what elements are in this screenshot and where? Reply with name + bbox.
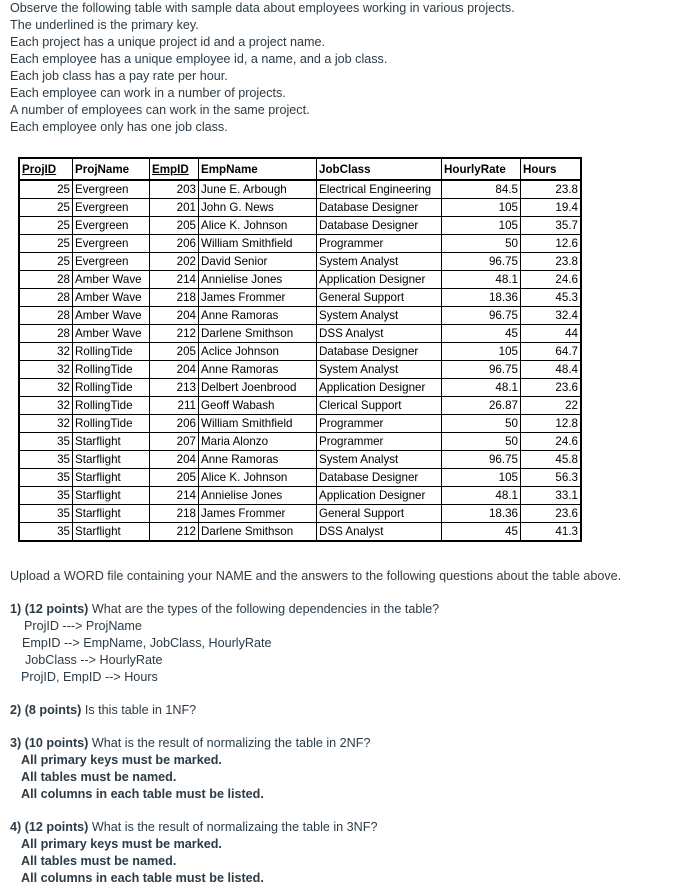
cell-hourlyrate: 105 [442, 343, 521, 361]
cell-jobclass: System Analyst [317, 361, 442, 379]
cell-jobclass: Database Designer [317, 199, 442, 217]
cell-empid: 213 [150, 379, 199, 397]
table-row [19, 217, 581, 235]
cell-hourlyrate: 48.1 [442, 379, 521, 397]
cell-empname: Aclice Johnson [199, 343, 317, 361]
table-row [19, 180, 581, 199]
cell-hours: 56.3 [521, 469, 582, 487]
cell-projid: 32 [19, 415, 73, 433]
cell-projname: RollingTide [73, 397, 150, 415]
cell-hourlyrate: 96.75 [442, 361, 521, 379]
cell-empname: Alice K. Johnson [199, 217, 317, 235]
cell-projid: 35 [19, 505, 73, 523]
cell-jobclass: Programmer [317, 235, 442, 253]
header-projname: ProjName [73, 158, 150, 180]
cell-hours: 23.8 [521, 253, 582, 271]
table-row [19, 361, 581, 379]
cell-hourlyrate: 48.1 [442, 271, 521, 289]
cell-jobclass: Database Designer [317, 217, 442, 235]
cell-hours: 12.6 [521, 235, 582, 253]
cell-jobclass: System Analyst [317, 253, 442, 271]
cell-projid: 25 [19, 199, 73, 217]
cell-projid: 32 [19, 343, 73, 361]
table-row [19, 325, 581, 343]
cell-empid: 214 [150, 271, 199, 289]
table-row [19, 451, 581, 469]
cell-empname: Annielise Jones [199, 487, 317, 505]
cell-empname: Alice K. Johnson [199, 469, 317, 487]
cell-hourlyrate: 105 [442, 199, 521, 217]
cell-empid: 203 [150, 180, 199, 199]
cell-projname: Evergreen [73, 235, 150, 253]
table-row [19, 469, 581, 487]
intro-line: Each project has a unique project id and a project name. [10, 35, 326, 49]
intro-text [10, 0, 515, 136]
cell-projid: 28 [19, 289, 73, 307]
cell-empid: 218 [150, 289, 199, 307]
table-row [19, 289, 581, 307]
cell-empname: Darlene Smithson [199, 325, 317, 343]
cell-hours: 22 [521, 397, 582, 415]
cell-hours: 23.8 [521, 180, 582, 199]
cell-hours: 19.4 [521, 199, 582, 217]
cell-projname: Starflight [73, 487, 150, 505]
cell-projname: Amber Wave [73, 325, 150, 343]
table-row [19, 487, 581, 505]
cell-empname: June E. Arbough [199, 180, 317, 199]
cell-projid: 25 [19, 235, 73, 253]
cell-hours: 32.4 [521, 307, 582, 325]
q4-text: What is the result of normalizaing the table in 3NF? [88, 820, 378, 834]
cell-projname: Evergreen [73, 217, 150, 235]
cell-hours: 64.7 [521, 343, 582, 361]
intro-line: Each employee only has one job class. [10, 120, 228, 134]
cell-jobclass: Database Designer [317, 343, 442, 361]
table-row [19, 433, 581, 451]
cell-projname: Starflight [73, 523, 150, 542]
cell-hours: 44 [521, 325, 582, 343]
table-row [19, 271, 581, 289]
cell-empname: Annielise Jones [199, 271, 317, 289]
q1-text: What are the types of the following dependencies in the table? [88, 602, 440, 616]
cell-hours: 45.3 [521, 289, 582, 307]
cell-hours: 24.6 [521, 433, 582, 451]
cell-projname: RollingTide [73, 361, 150, 379]
upload-instruction: Upload a WORD file containing your NAME and the answers to the following questions about the table above. [10, 569, 622, 583]
cell-projname: Amber Wave [73, 307, 150, 325]
cell-empname: Darlene Smithson [199, 523, 317, 542]
cell-empid: 201 [150, 199, 199, 217]
requirement-item: All primary keys must be marked. [21, 753, 222, 767]
cell-projname: RollingTide [73, 343, 150, 361]
cell-hourlyrate: 45 [442, 523, 521, 542]
cell-jobclass: Application Designer [317, 487, 442, 505]
header-hourlyrate: HourlyRate [442, 158, 521, 180]
cell-projname: Starflight [73, 451, 150, 469]
cell-empid: 205 [150, 469, 199, 487]
question-3 [10, 735, 621, 803]
intro-line: Observe the following table with sample data about employees working in various projects. [10, 1, 515, 15]
cell-hours: 41.3 [521, 523, 582, 542]
cell-projid: 35 [19, 451, 73, 469]
question-1 [10, 601, 621, 686]
cell-empname: James Frommer [199, 505, 317, 523]
cell-empname: James Frommer [199, 289, 317, 307]
cell-jobclass: Programmer [317, 433, 442, 451]
cell-hourlyrate: 96.75 [442, 451, 521, 469]
cell-projid: 28 [19, 271, 73, 289]
cell-projid: 25 [19, 253, 73, 271]
cell-hourlyrate: 84.5 [442, 180, 521, 199]
intro-line: The underlined is the primary key. [10, 18, 199, 32]
cell-empid: 202 [150, 253, 199, 271]
cell-hourlyrate: 18.36 [442, 289, 521, 307]
cell-empname: John G. News [199, 199, 317, 217]
cell-hours: 12.8 [521, 415, 582, 433]
cell-jobclass: DSS Analyst [317, 523, 442, 542]
cell-hourlyrate: 18.36 [442, 505, 521, 523]
cell-projname: RollingTide [73, 379, 150, 397]
cell-projname: Amber Wave [73, 271, 150, 289]
cell-jobclass: System Analyst [317, 451, 442, 469]
cell-jobclass: Electrical Engineering [317, 180, 442, 199]
dependency-item: JobClass --> HourlyRate [25, 653, 163, 667]
cell-projid: 35 [19, 523, 73, 542]
question-2 [10, 702, 621, 719]
requirement-item: All tables must be named. [21, 854, 177, 868]
cell-empid: 204 [150, 307, 199, 325]
cell-hourlyrate: 48.1 [442, 487, 521, 505]
q2-label: 2) (8 points) [10, 703, 82, 717]
table-row [19, 523, 581, 542]
cell-empname: Anne Ramoras [199, 451, 317, 469]
table-row [19, 235, 581, 253]
cell-empid: 207 [150, 433, 199, 451]
cell-hourlyrate: 50 [442, 415, 521, 433]
intro-line: Each job class has a pay rate per hour. [10, 69, 228, 83]
q3-label: 3) (10 points) [10, 736, 89, 750]
header-empname: EmpName [199, 158, 317, 180]
cell-projname: RollingTide [73, 415, 150, 433]
header-projid: ProjID [19, 158, 73, 180]
cell-jobclass: DSS Analyst [317, 325, 442, 343]
cell-empid: 204 [150, 451, 199, 469]
dependency-item: EmpID --> EmpName, JobClass, HourlyRate [22, 636, 272, 650]
cell-projname: Starflight [73, 469, 150, 487]
cell-empid: 211 [150, 397, 199, 415]
table-row [19, 505, 581, 523]
table-row [19, 415, 581, 433]
cell-projid: 35 [19, 487, 73, 505]
cell-empname: Maria Alonzo [199, 433, 317, 451]
cell-projid: 25 [19, 217, 73, 235]
table-header-row [19, 158, 581, 180]
cell-hourlyrate: 105 [442, 469, 521, 487]
cell-empname: Delbert Joenbrood [199, 379, 317, 397]
cell-hourlyrate: 50 [442, 235, 521, 253]
table-row [19, 307, 581, 325]
cell-hourlyrate: 96.75 [442, 253, 521, 271]
cell-projname: Evergreen [73, 180, 150, 199]
cell-empname: Anne Ramoras [199, 307, 317, 325]
cell-empid: 206 [150, 415, 199, 433]
requirement-item: All columns in each table must be listed. [21, 787, 264, 801]
q4-label: 4) (12 points) [10, 820, 89, 834]
dependency-item: ProjID, EmpID --> Hours [21, 670, 158, 684]
cell-projname: Evergreen [73, 199, 150, 217]
cell-hours: 45.8 [521, 451, 582, 469]
cell-jobclass: System Analyst [317, 307, 442, 325]
cell-projid: 32 [19, 361, 73, 379]
cell-hourlyrate: 45 [442, 325, 521, 343]
header-hours: Hours [521, 158, 582, 180]
intro-line: Each employee has a unique employee id, a name, and a job class. [10, 52, 388, 66]
cell-empid: 204 [150, 361, 199, 379]
cell-projid: 28 [19, 307, 73, 325]
cell-projname: Amber Wave [73, 289, 150, 307]
cell-hours: 23.6 [521, 379, 582, 397]
cell-empname: Anne Ramoras [199, 361, 317, 379]
dependency-item: ProjID ---> ProjName [24, 619, 142, 633]
cell-hourlyrate: 96.75 [442, 307, 521, 325]
header-empid: EmpID [150, 158, 199, 180]
cell-empid: 212 [150, 523, 199, 542]
cell-projid: 25 [19, 180, 73, 199]
cell-empid: 212 [150, 325, 199, 343]
employee-project-table [18, 157, 582, 542]
cell-empid: 206 [150, 235, 199, 253]
table-row [19, 253, 581, 271]
cell-empid: 205 [150, 343, 199, 361]
cell-empid: 214 [150, 487, 199, 505]
cell-jobclass: Clerical Support [317, 397, 442, 415]
q1-label: 1) (12 points) [10, 602, 89, 616]
cell-projid: 32 [19, 379, 73, 397]
cell-jobclass: Programmer [317, 415, 442, 433]
question-4 [10, 819, 621, 887]
requirement-item: All primary keys must be marked. [21, 837, 222, 851]
cell-projname: Starflight [73, 505, 150, 523]
cell-empname: Geoff Wabash [199, 397, 317, 415]
cell-hours: 33.1 [521, 487, 582, 505]
questions-section [10, 568, 621, 887]
table-row [19, 199, 581, 217]
cell-projname: Starflight [73, 433, 150, 451]
cell-empid: 205 [150, 217, 199, 235]
cell-hourlyrate: 26.87 [442, 397, 521, 415]
cell-jobclass: Database Designer [317, 469, 442, 487]
table-body [19, 180, 581, 541]
intro-line: Each employee can work in a number of projects. [10, 86, 286, 100]
cell-hours: 48.4 [521, 361, 582, 379]
table-row [19, 397, 581, 415]
cell-empname: William Smithfield [199, 415, 317, 433]
cell-hourlyrate: 50 [442, 433, 521, 451]
requirement-item: All tables must be named. [21, 770, 177, 784]
cell-hours: 24.6 [521, 271, 582, 289]
requirement-item: All columns in each table must be listed. [21, 871, 264, 885]
header-jobclass: JobClass [317, 158, 442, 180]
cell-hours: 23.6 [521, 505, 582, 523]
cell-empname: William Smithfield [199, 235, 317, 253]
q2-text: Is this table in 1NF? [81, 703, 197, 717]
cell-projname: Evergreen [73, 253, 150, 271]
intro-line: A number of employees can work in the same project. [10, 103, 310, 117]
cell-empid: 218 [150, 505, 199, 523]
cell-projid: 35 [19, 469, 73, 487]
cell-hours: 35.7 [521, 217, 582, 235]
cell-projid: 32 [19, 397, 73, 415]
table-row [19, 379, 581, 397]
cell-jobclass: General Support [317, 289, 442, 307]
table-row [19, 343, 581, 361]
cell-projid: 28 [19, 325, 73, 343]
cell-projid: 35 [19, 433, 73, 451]
cell-jobclass: Application Designer [317, 271, 442, 289]
q3-text: What is the result of normalizing the table in 2NF? [88, 736, 371, 750]
cell-jobclass: Application Designer [317, 379, 442, 397]
cell-jobclass: General Support [317, 505, 442, 523]
cell-empname: David Senior [199, 253, 317, 271]
cell-hourlyrate: 105 [442, 217, 521, 235]
